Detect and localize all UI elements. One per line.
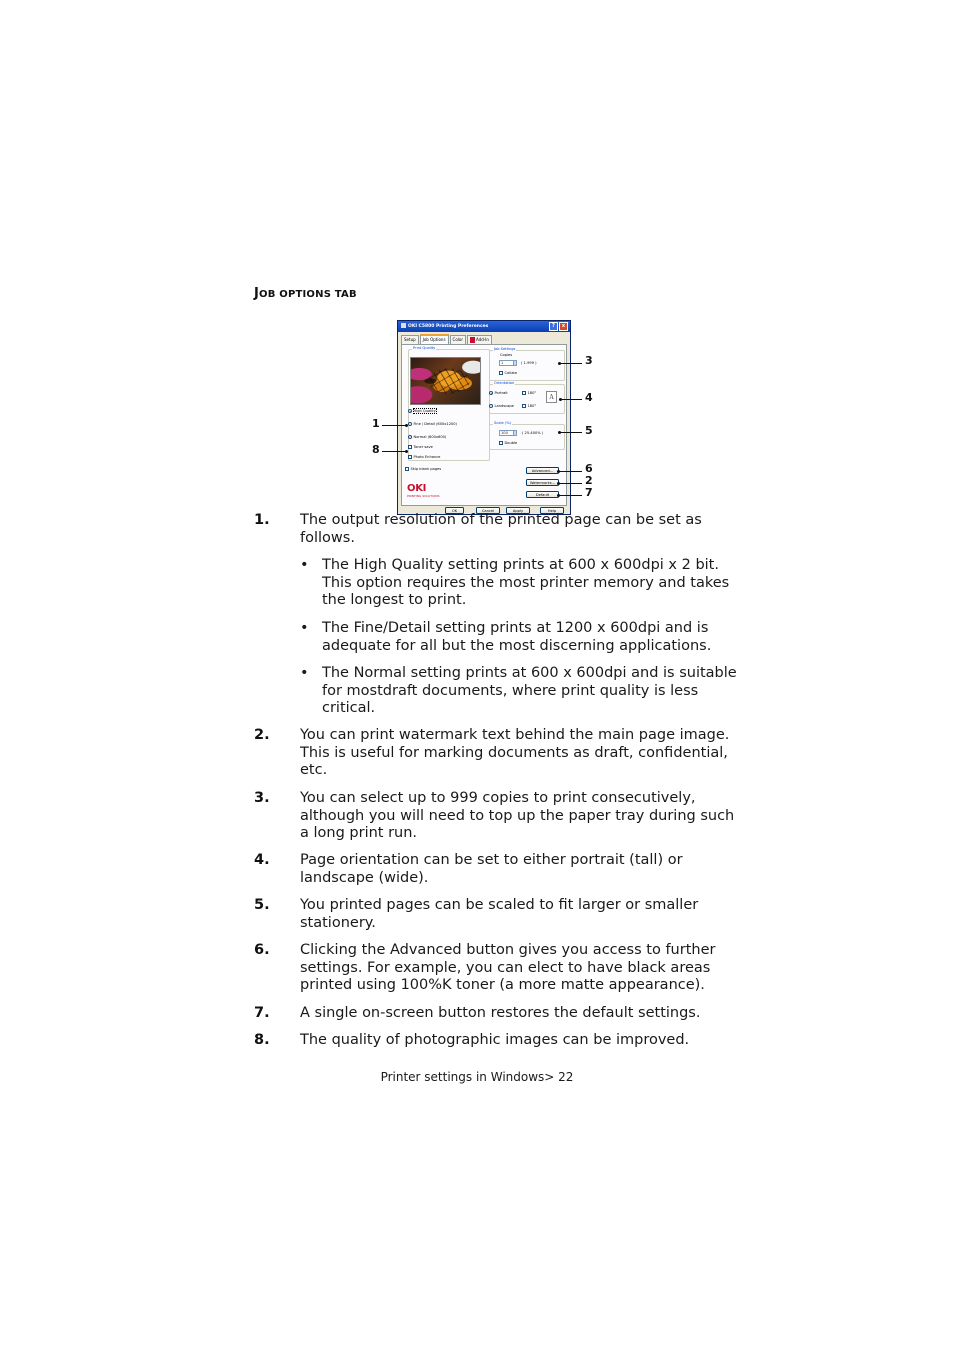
tab-add-in-label: Add-In (475, 337, 489, 342)
callout-4-leader (561, 399, 582, 400)
oki-tagline: PRINTING SOLUTIONS (407, 494, 440, 498)
printing-preferences-screenshot (397, 320, 571, 515)
rotate-180-portrait-checkbox[interactable] (522, 391, 536, 395)
item-4-text: Page orientation can be set to either portrait (tall) or landscape (wide). (300, 852, 683, 886)
item-6-number: 6. (254, 942, 270, 958)
scale-range: ( 25-400% ) (522, 431, 544, 435)
item-7-text: A single on-screen button restores the default settings. (300, 1005, 701, 1021)
fine-detail-label: Fine / Detail (600x1200) (413, 422, 457, 426)
item-1-number: 1. (254, 512, 270, 528)
callout-2-leader (559, 483, 582, 484)
bullet-1-marker: • (300, 557, 309, 573)
scale-field[interactable] (499, 430, 517, 436)
butterfly-preview-image (410, 357, 481, 405)
item-2-text: You can print watermark text behind the main page image. This is useful for marking documents as draft, confidential, etc. (300, 727, 730, 779)
callout-1-leader (382, 425, 406, 426)
item-4-number: 4. (254, 852, 270, 868)
collate-checkbox[interactable] (499, 371, 517, 375)
printer-icon (401, 323, 406, 328)
ok-button[interactable]: OK (445, 507, 464, 514)
callout-1: 1 (372, 417, 380, 430)
item-1-text: The output resolution of the printed page can be set as follows. (300, 512, 702, 546)
scale-title: Scale (%) (494, 421, 512, 425)
add-in-icon (470, 337, 475, 343)
bullet-high-quality: The High Quality setting prints at 600 x 600dpi x 2 bit. This option requires the most printer memory and takes the longest to print. (322, 557, 730, 609)
copies-label: Copies (500, 353, 513, 357)
orientation-preview-icon: A (546, 391, 557, 403)
bullet-3-marker: • (300, 665, 309, 681)
scale-group (489, 421, 565, 450)
copies-value: 1 (501, 361, 504, 365)
toner-save-checkbox[interactable] (408, 445, 433, 449)
bullet-normal: The Normal setting prints at 600 x 600dpi and is suitable for mostdraft documents, where print quality is less critical. (322, 665, 737, 717)
cancel-button[interactable]: Cancel (476, 507, 500, 514)
skip-blank-checkbox[interactable] (405, 467, 441, 471)
item-5-number: 5. (254, 897, 270, 913)
watermarks-button[interactable]: Watermarks... (526, 479, 559, 486)
fine-detail-radio[interactable] (408, 422, 457, 426)
callout-8: 8 (372, 443, 380, 456)
heading-initial: J (254, 286, 260, 301)
copies-field[interactable] (499, 360, 517, 366)
photo-enhance-label: Photo Enhance (413, 455, 441, 459)
job-settings-title: Job Settings (494, 347, 516, 351)
rotate-180-landscape-label: 180° (527, 404, 537, 408)
bullet-2-marker: • (300, 620, 309, 636)
callout-4: 4 (585, 391, 593, 404)
callout-2: 2 (585, 474, 593, 487)
copies-range: ( 1-999 ) (521, 361, 537, 365)
item-5-text: You printed pages can be scaled to fit larger or smaller stationery. (300, 897, 699, 931)
item-7-number: 7. (254, 1005, 270, 1021)
dialog-title: OKI C5800 Printing Preferences (408, 324, 489, 329)
skip-blank-label: Skip blank pages (410, 467, 442, 471)
oki-logo: OKI (407, 483, 427, 494)
item-8-text: The quality of photographic images can be improved. (300, 1032, 690, 1048)
item-8-number: 8. (254, 1032, 270, 1048)
callout-8-dot (405, 450, 408, 453)
callout-5: 5 (585, 424, 593, 437)
callout-7-leader (559, 495, 582, 496)
section-heading (254, 286, 357, 301)
help-title-button[interactable]: ? (549, 322, 558, 331)
callout-5-leader (560, 432, 582, 433)
item-3-text: You can select up to 999 copies to print consecutively, although you will need to top up the paper tray during such a long print run. (300, 790, 735, 842)
dialog-tabs (401, 335, 492, 344)
orientation-title: Orientation (494, 381, 515, 385)
default-button[interactable]: Default (526, 491, 559, 498)
help-button[interactable]: Help (540, 507, 564, 514)
tab-job-options[interactable]: Job Options (420, 334, 449, 344)
double-label: Double (504, 441, 518, 445)
landscape-radio[interactable] (489, 404, 514, 408)
tab-color[interactable]: Color (450, 335, 466, 344)
item-2-number: 2. (254, 727, 270, 743)
callout-6: 6 (585, 462, 593, 475)
landscape-label: Landscape (494, 404, 514, 408)
rotate-180-portrait-label: 180° (527, 391, 537, 395)
scale-value: 100 (501, 431, 508, 435)
callout-3-leader (560, 363, 582, 364)
item-6-text: Clicking the Advanced button gives you access to further settings. For example, you can elect to have black areas printed using 100%K toner (a more matte appearance). (300, 942, 716, 994)
bullet-fine-detail: The Fine/Detail setting prints at 1200 x 600dpi and is adequate for all but the most discerning applications. (322, 620, 712, 654)
page-footer: Printer settings in Windows> 22 (380, 1070, 574, 1084)
high-quality-radio[interactable] (408, 409, 436, 413)
tab-setup[interactable]: Setup (401, 335, 419, 344)
toner-save-label: Toner save (413, 445, 433, 449)
rotate-180-landscape-checkbox[interactable] (522, 404, 536, 408)
photo-enhance-checkbox[interactable] (408, 455, 440, 459)
close-button[interactable]: x (559, 322, 568, 331)
advanced-button[interactable]: Advanced... (526, 467, 559, 474)
callout-7: 7 (585, 486, 593, 499)
double-checkbox[interactable] (499, 441, 517, 445)
normal-radio[interactable] (408, 435, 446, 439)
apply-button[interactable]: Apply (506, 507, 530, 514)
callout-6-leader (559, 471, 582, 472)
collate-label: Collate (504, 371, 518, 375)
portrait-radio[interactable] (489, 391, 508, 395)
high-quality-label: High Quality (413, 409, 436, 413)
portrait-label: Portrait (494, 391, 508, 395)
callout-1-dot (405, 424, 408, 427)
print-quality-title: Print Quality (413, 346, 436, 350)
callout-8-leader (382, 451, 406, 452)
item-3-number: 3. (254, 790, 270, 806)
callout-3: 3 (585, 354, 593, 367)
dialog-titlebar (398, 321, 570, 332)
tab-add-in[interactable] (467, 335, 492, 344)
normal-label: Normal (600x600) (413, 435, 447, 439)
heading-rest: OB OPTIONS TAB (259, 289, 357, 300)
